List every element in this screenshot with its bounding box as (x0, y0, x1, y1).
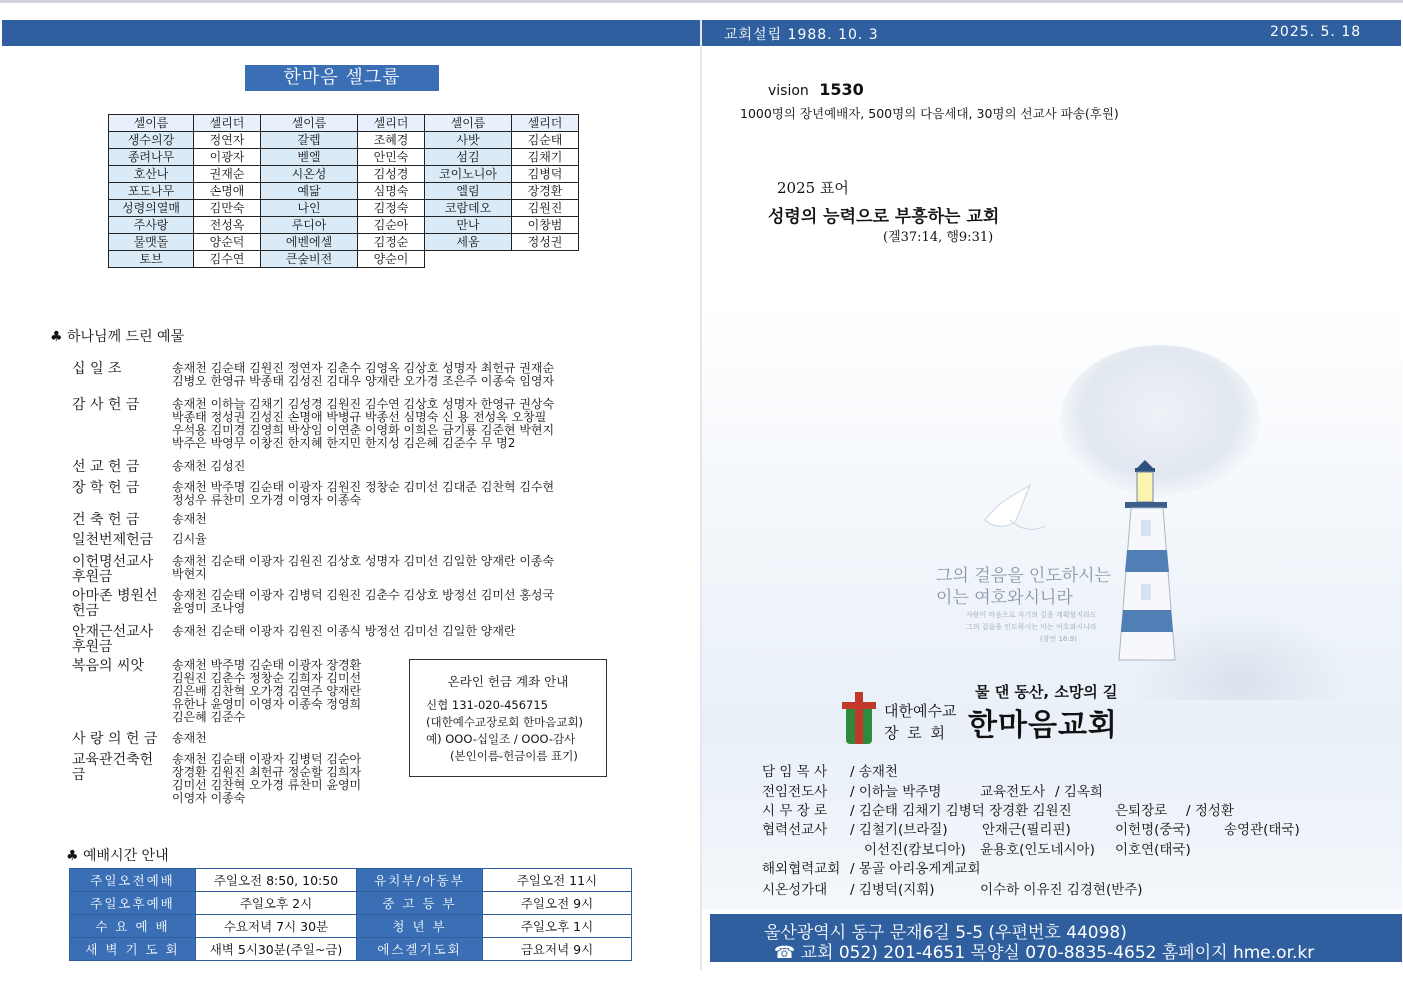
service-time: 새벽 5시30분(주일~금) (196, 938, 357, 961)
offering-names-line: 유한나 윤영미 이영자 이종숙 정영희 (172, 697, 362, 711)
table-row (109, 166, 579, 183)
offering-names-line: 장경환 김원진 최헌규 정순할 김희자 (172, 765, 362, 779)
service-time: 주일오전 9시 (483, 892, 632, 915)
service-time: 주일오전 8:50, 10:50 (196, 869, 357, 892)
choir-accompanists: 이수하 이유진 김경현(반주) (980, 882, 1143, 898)
cell-column-header: 셀리더 (358, 115, 425, 132)
cell-name (425, 251, 512, 268)
service-name: 새 벽 기 도 회 (70, 938, 196, 961)
offering-names-line: 김은혜 김준수 (172, 710, 246, 724)
staff-names: / 김병덕(지휘) (850, 882, 935, 898)
dove-icon (985, 485, 1045, 529)
church-slogan: 물 댄 동산, 소망의 길 (975, 683, 1118, 701)
cell-name: 종려나무 (109, 149, 194, 166)
staff-role-label: 시 무 장 로 (762, 803, 828, 819)
offering-names-line: 김시율 (172, 532, 207, 546)
staff-role-label: 협력선교사 (762, 822, 828, 838)
offering-names-line: 송재천 김순태 이광자 김병덕 김순아 (172, 752, 362, 766)
verse-big-1: 그의 걸음을 인도하시는 (936, 566, 1112, 586)
offering-names-line: 송재천 김순태 이광자 김원진 이종식 방정선 김미선 김일한 양재란 (172, 624, 516, 638)
service-name: 중 고 등 부 (357, 892, 483, 915)
staff-role-label: 담 임 목 사 (762, 764, 828, 780)
cell-leader: 김만숙 (194, 200, 261, 217)
offering-names-line: 송재천 김성진 (172, 459, 246, 473)
cell-leader: 심명숙 (358, 183, 425, 200)
cell-column-header: 셀리더 (512, 115, 579, 132)
cell-leader: 정연자 (194, 132, 261, 149)
service-time: 주일오후 2시 (196, 892, 357, 915)
offering-names-line: 송재천 김순태 김원진 정연자 김춘수 김영옥 김상호 성명자 최헌규 권재순 (172, 361, 555, 375)
table-row (70, 892, 632, 915)
service-name: 주일오후예배 (70, 892, 196, 915)
missionary-name: 이선진(캄보디아) (864, 842, 966, 858)
cell-name: 만나 (425, 217, 512, 234)
staff-names: / 김옥희 (1055, 784, 1103, 800)
offering-names-line: 윤영미 조나영 (172, 601, 246, 615)
cell-name: 생수의강 (109, 132, 194, 149)
verse-small-1: 사람이 마음으로 자기의 길을 계획할지라도 (966, 611, 1097, 619)
cell-leader: 조혜경 (358, 132, 425, 149)
table-row (70, 938, 632, 961)
cell-name: 에벤에셀 (261, 234, 358, 251)
cell-name: 호산나 (109, 166, 194, 183)
offering-names-line: 송재천 (172, 731, 207, 745)
offering-label: 십 일 조 (72, 361, 122, 377)
vision-block (768, 80, 864, 99)
staff-names: / 몽골 아리옹게게교회 (850, 861, 981, 877)
cell-name: 토브 (109, 251, 194, 268)
offering-names-line: 송재천 김순태 이광자 김원진 김상호 성명자 김미선 김일한 양재란 이종숙 (172, 554, 555, 568)
cell-column-header: 셀이름 (261, 115, 358, 132)
cell-name: 시온성 (261, 166, 358, 183)
table-row (109, 149, 579, 166)
cell-leader: 장경환 (512, 183, 579, 200)
table-row (109, 183, 579, 200)
offering-names-line: 송재천 이하늘 김채기 김성경 김원진 김수연 김상호 성명자 한영규 권상숙 (172, 397, 555, 411)
table-row (109, 132, 579, 149)
church-cross-logo-icon (838, 692, 880, 746)
offering-label: 아마존 병원선헌금 (72, 588, 158, 619)
vision-description: 1000명의 장년예배자, 500명의 다음세대, 30명의 선교사 파송(후원) (740, 106, 1119, 121)
motto-year: 2025 표어 (777, 179, 849, 197)
lighthouse-icon (1119, 460, 1175, 660)
table-row (70, 915, 632, 938)
cell-leader: 안민숙 (358, 149, 425, 166)
account-line: 예) OOO-십일조 / OOO-감사 (426, 732, 576, 746)
missionary-name: 이헌명(중국) (1115, 822, 1191, 838)
service-name: 유치부/아동부 (357, 869, 483, 892)
staff-role-label: 교육전도사 (980, 784, 1046, 800)
table-row (109, 234, 579, 251)
cell-leader: 김성경 (358, 166, 425, 183)
cell-name: 코이노니아 (425, 166, 512, 183)
offering-names-line: 김미선 김찬혁 오가경 류찬미 윤영미 (172, 778, 362, 792)
cell-name: 엘림 (425, 183, 512, 200)
offering-label: 선 교 헌 금 (72, 459, 140, 475)
cell-leader: 양순덕 (194, 234, 261, 251)
cell-leader: 김채기 (512, 149, 579, 166)
offering-label: 복음의 씨앗 (72, 658, 145, 674)
service-name: 청 년 부 (357, 915, 483, 938)
denomination-line-2: 장 로 회 (884, 724, 948, 742)
cell-name: 나인 (261, 200, 358, 217)
offering-names (172, 481, 612, 507)
worship-schedule-table (69, 868, 632, 961)
verse-small-3: (잠언 16:9) (1040, 635, 1077, 643)
cell-name: 루디아 (261, 217, 358, 234)
offering-label: 장 학 헌 금 (72, 480, 140, 496)
offerings-heading: ♣ 하나님께 드린 예물 (50, 329, 185, 345)
offering-label: 교육관건축헌금 (72, 752, 154, 783)
offering-names (172, 398, 612, 450)
offering-names-line: 송재천 박주명 김순태 이광자 김원진 정창순 김미선 김대준 김찬혁 김수현 (172, 480, 555, 494)
cell-leader: 김정숙 (358, 200, 425, 217)
missionary-name: 안재근(필리핀) (982, 822, 1071, 838)
offering-names-line: 이영자 이종숙 (172, 791, 246, 805)
offering-names (172, 513, 612, 526)
table-row (109, 200, 579, 217)
missionary-name: 송영관(태국) (1224, 822, 1300, 838)
cell-leader: 손명애 (194, 183, 261, 200)
cell-name: 코람데오 (425, 200, 512, 217)
service-time: 주일오후 1시 (483, 915, 632, 938)
staff-names: / 김철기(브라질) (850, 822, 948, 838)
cell-leader: 권재순 (194, 166, 261, 183)
service-time: 주일오전 11시 (483, 869, 632, 892)
cell-name: 세움 (425, 234, 512, 251)
offering-names-line: 김병오 한영규 박종태 김성진 김대우 양재란 오가경 조은주 이종숙 임영자 (172, 374, 555, 388)
cell-column-header: 셀이름 (109, 115, 194, 132)
cell-name: 섬김 (425, 149, 512, 166)
church-address: 울산광역시 동구 문재6길 5-5 (우편번호 44098) (764, 923, 1127, 943)
footer-bar (710, 914, 1402, 962)
staff-role-label: 해외협력교회 (762, 861, 841, 877)
table-row (70, 869, 632, 892)
cell-leader (512, 251, 579, 268)
offering-label: 안재근선교사 후원금 (72, 624, 154, 655)
bulletin-date: 2025. 5. 18 (1270, 24, 1362, 40)
account-line: 신협 131-020-456715 (426, 698, 548, 712)
service-time: 금요저녁 9시 (483, 938, 632, 961)
offering-names-line: 박주은 박영무 이창진 한지혜 한지민 한지성 김은혜 김준수 무 명2 (172, 436, 516, 450)
cell-name: 갈렙 (261, 132, 358, 149)
cell-leader: 전성옥 (194, 217, 261, 234)
staff-names: / 김순태 김채기 김병덕 장경환 김원진 (850, 803, 1072, 819)
staff-names: / 송재천 (850, 764, 898, 780)
cell-table-header (109, 115, 579, 132)
motto-text: 성령의 능력으로 부흥하는 교회 (768, 207, 1000, 227)
cell-leader: 김정순 (358, 234, 425, 251)
top-edge-line (0, 0, 1403, 3)
offering-names-line: 송재천 김순태 이광자 김병덕 김원진 김춘수 김상호 방정선 김미선 홍성국 (172, 588, 555, 602)
cell-leader: 김순태 (512, 132, 579, 149)
offering-names-line: 박현지 (172, 567, 207, 581)
cell-leader: 김수연 (194, 251, 261, 268)
offering-label: 건 축 헌 금 (72, 512, 140, 528)
service-name: 주일오전예배 (70, 869, 196, 892)
offering-names (172, 589, 612, 615)
missionary-name: 이호연(태국) (1115, 842, 1191, 858)
staff-role-label: 은퇴장로 (1115, 803, 1168, 819)
denomination-line-1: 대한예수교 (884, 702, 957, 720)
staff-role-label: 전임전도사 (762, 784, 828, 800)
vision-number: 1530 (819, 80, 864, 99)
offering-names-line: 우석용 김미경 김영희 박상임 이연춘 이영화 이희은 금기룡 김준현 박현지 (172, 423, 555, 437)
cell-leader: 이광자 (194, 149, 261, 166)
offering-names (172, 460, 612, 473)
vision-label: vision (768, 83, 809, 99)
staff-role-label: 시온성가대 (762, 882, 828, 898)
cell-group-table (108, 114, 579, 268)
cell-name: 주사랑 (109, 217, 194, 234)
service-name: 에스겔기도회 (357, 938, 483, 961)
verse-big-2: 이는 여호와시니라 (936, 588, 1073, 608)
account-line: (본인이름-헌금이름 표기) (450, 749, 578, 763)
staff-names: / 이하늘 박주명 (850, 784, 942, 800)
offering-names-line: 송재천 박주명 김순태 이광자 장경환 (172, 658, 362, 672)
cell-group-title: 한마음 셀그룹 (245, 65, 439, 91)
cell-leader: 양순이 (358, 251, 425, 268)
cell-name: 큰숲비전 (261, 251, 358, 268)
offering-label: 일천번제헌금 (72, 532, 154, 548)
online-account-title: 온라인 헌금 계좌 안내 (447, 674, 569, 689)
cell-leader: 김원진 (512, 200, 579, 217)
cell-name: 예닮 (261, 183, 358, 200)
offering-label: 사 랑 의 헌 금 (72, 731, 158, 747)
cell-leader: 이창범 (512, 217, 579, 234)
offering-names (172, 555, 612, 581)
offering-names-line: 박종태 정성권 김성진 손명애 박병규 박종선 심명숙 신 용 전성옥 오창필 (172, 410, 547, 424)
cell-column-header: 셀이름 (425, 115, 512, 132)
cell-name: 성령의열매 (109, 200, 194, 217)
cell-leader: 김병덕 (512, 166, 579, 183)
missionary-name: 윤용호(인도네시아) (980, 842, 1095, 858)
table-row (109, 217, 579, 234)
founding-date: 교회설립 1988. 10. 3 (724, 27, 879, 43)
verse-small-2: 그의 걸음을 인도하시는 이는 여호와시니라 (966, 623, 1097, 631)
offering-names (172, 625, 612, 638)
cell-name: 물맷돌 (109, 234, 194, 251)
cell-leader: 정성권 (512, 234, 579, 251)
service-time: 수요저녁 7시 30분 (196, 915, 357, 938)
offering-label: 이헌명선교사 후원금 (72, 554, 154, 585)
worship-heading: ♣ 예배시간 안내 (66, 848, 169, 864)
cell-leader: 김순아 (358, 217, 425, 234)
cell-name: 사밧 (425, 132, 512, 149)
cell-name: 포도나무 (109, 183, 194, 200)
staff-names: / 정성환 (1186, 803, 1234, 819)
cell-column-header: 셀리더 (194, 115, 261, 132)
account-line: (대한예수교장로회 한마음교회) (426, 715, 584, 729)
table-row (109, 251, 579, 268)
online-account-box (409, 659, 607, 777)
service-name: 수 요 예 배 (70, 915, 196, 938)
offering-names-line: 송재천 (172, 512, 207, 526)
offering-names (172, 362, 612, 388)
motto-reference: (겔37:14, 행9:31) (883, 230, 994, 245)
offering-names-line: 정성우 류찬미 오가경 이영자 이종숙 (172, 493, 362, 507)
cell-name: 벧엘 (261, 149, 358, 166)
offering-names-line: 김은배 김찬혁 오가경 김연주 양재란 (172, 684, 362, 698)
church-name: 한마음교회 (968, 708, 1118, 743)
church-contact: ☎ 교회 052) 201-4651 목양실 070-8835-4652 홈페이지 hme.or.kr (774, 943, 1315, 963)
offering-names (172, 533, 612, 546)
offering-names-line: 김원진 김춘수 정창순 김희자 김미선 (172, 671, 362, 685)
offering-label: 감 사 헌 금 (72, 397, 140, 413)
